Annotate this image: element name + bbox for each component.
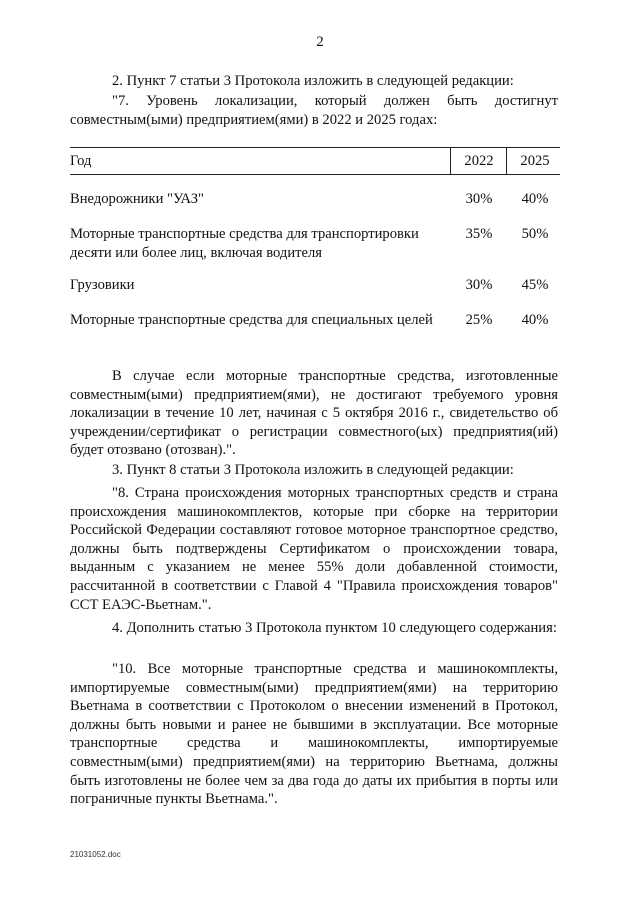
column-divider	[506, 148, 507, 174]
paragraph-3-intro: 3. Пункт 8 статьи 3 Протокола изложить в следующей редакции:	[112, 462, 514, 478]
paragraph-7-text: "7. Уровень локализации, который должен быть достигнут совместным(ыми) предприятием(ями) в 2022 и 2025 годах:	[70, 93, 558, 128]
paragraph-2-intro: 2. Пункт 7 статьи 3 Протокола изложить в следующей редакции:	[112, 73, 514, 89]
paragraph-10-text: "10. Все моторные транспортные средства и машинокомплекты, импортируемые совместным(ыми) предприятием(ями) на территорию Вьетнама в соответствии с Протоколом о внесении изменений в Протокол, должны быть новыми и ранее не бывшими в эксплуатации. Все моторные транспортные средства и машинокомплекты, импортируемые совместным(ыми) предприятием(ями) на территорию Вьетнама, должны быть изготовлены не более чем за два года до даты их прибытия в порты или пограничные пункты Вьетнама.".	[70, 661, 558, 808]
row-value-2022: 35%	[465, 226, 493, 242]
row-label: Грузовики	[70, 277, 135, 293]
row-value-2022: 30%	[465, 277, 493, 293]
row-value-2022: 30%	[465, 191, 493, 207]
footer-file-name: 21031052.doc	[70, 850, 121, 859]
paragraph-4-intro: 4. Дополнить статью 3 Протокола пунктом 10 следующего содержания:	[112, 620, 557, 636]
header-2022: 2022	[464, 153, 494, 169]
row-value-2025: 40%	[521, 191, 549, 207]
header-2025: 2025	[520, 153, 550, 169]
row-label: Внедорожники "УАЗ"	[70, 191, 204, 207]
header-year: Год	[70, 153, 92, 169]
row-value-2025: 45%	[521, 277, 549, 293]
localization-table	[70, 147, 560, 328]
paragraph-case: В случае если моторные транспортные средства, изготовленные совместным(ыми) предприятием(ями), не достигают требуемого уровня локализации в течение 10 лет, начиная с 5 октября 2016 г., свидетельство об учреждении/сертификат о регистрации совместного(ых) предприятия(ий) будет отозвано (отозван).".	[70, 368, 558, 459]
page-number: 2	[316, 34, 324, 50]
row-value-2022: 25%	[465, 312, 493, 328]
row-label: Моторные транспортные средства для специальных целей	[70, 312, 433, 328]
paragraph-8-text: "8. Страна происхождения моторных транспортных средств и страна происхождения машинокомплектов, которые при сборке на территории Российской Федерации составляют готовое моторное транспортное средство, должны быть подтверждены Сертификатом о происхождении товара, выданным с указанием не менее 55% доли добавленной стоимости, рассчитанной в соответствии с Главой 4 "Правила происхождения товаров" ССТ ЕАЭС-Вьетнам.".	[70, 485, 558, 613]
row-label: Моторные транспортные средства для транспортировки десяти или более лиц, включая водителя	[70, 226, 419, 261]
table-header	[70, 147, 560, 175]
column-divider	[450, 148, 451, 174]
row-value-2025: 40%	[521, 312, 549, 328]
row-value-2025: 50%	[521, 226, 549, 242]
